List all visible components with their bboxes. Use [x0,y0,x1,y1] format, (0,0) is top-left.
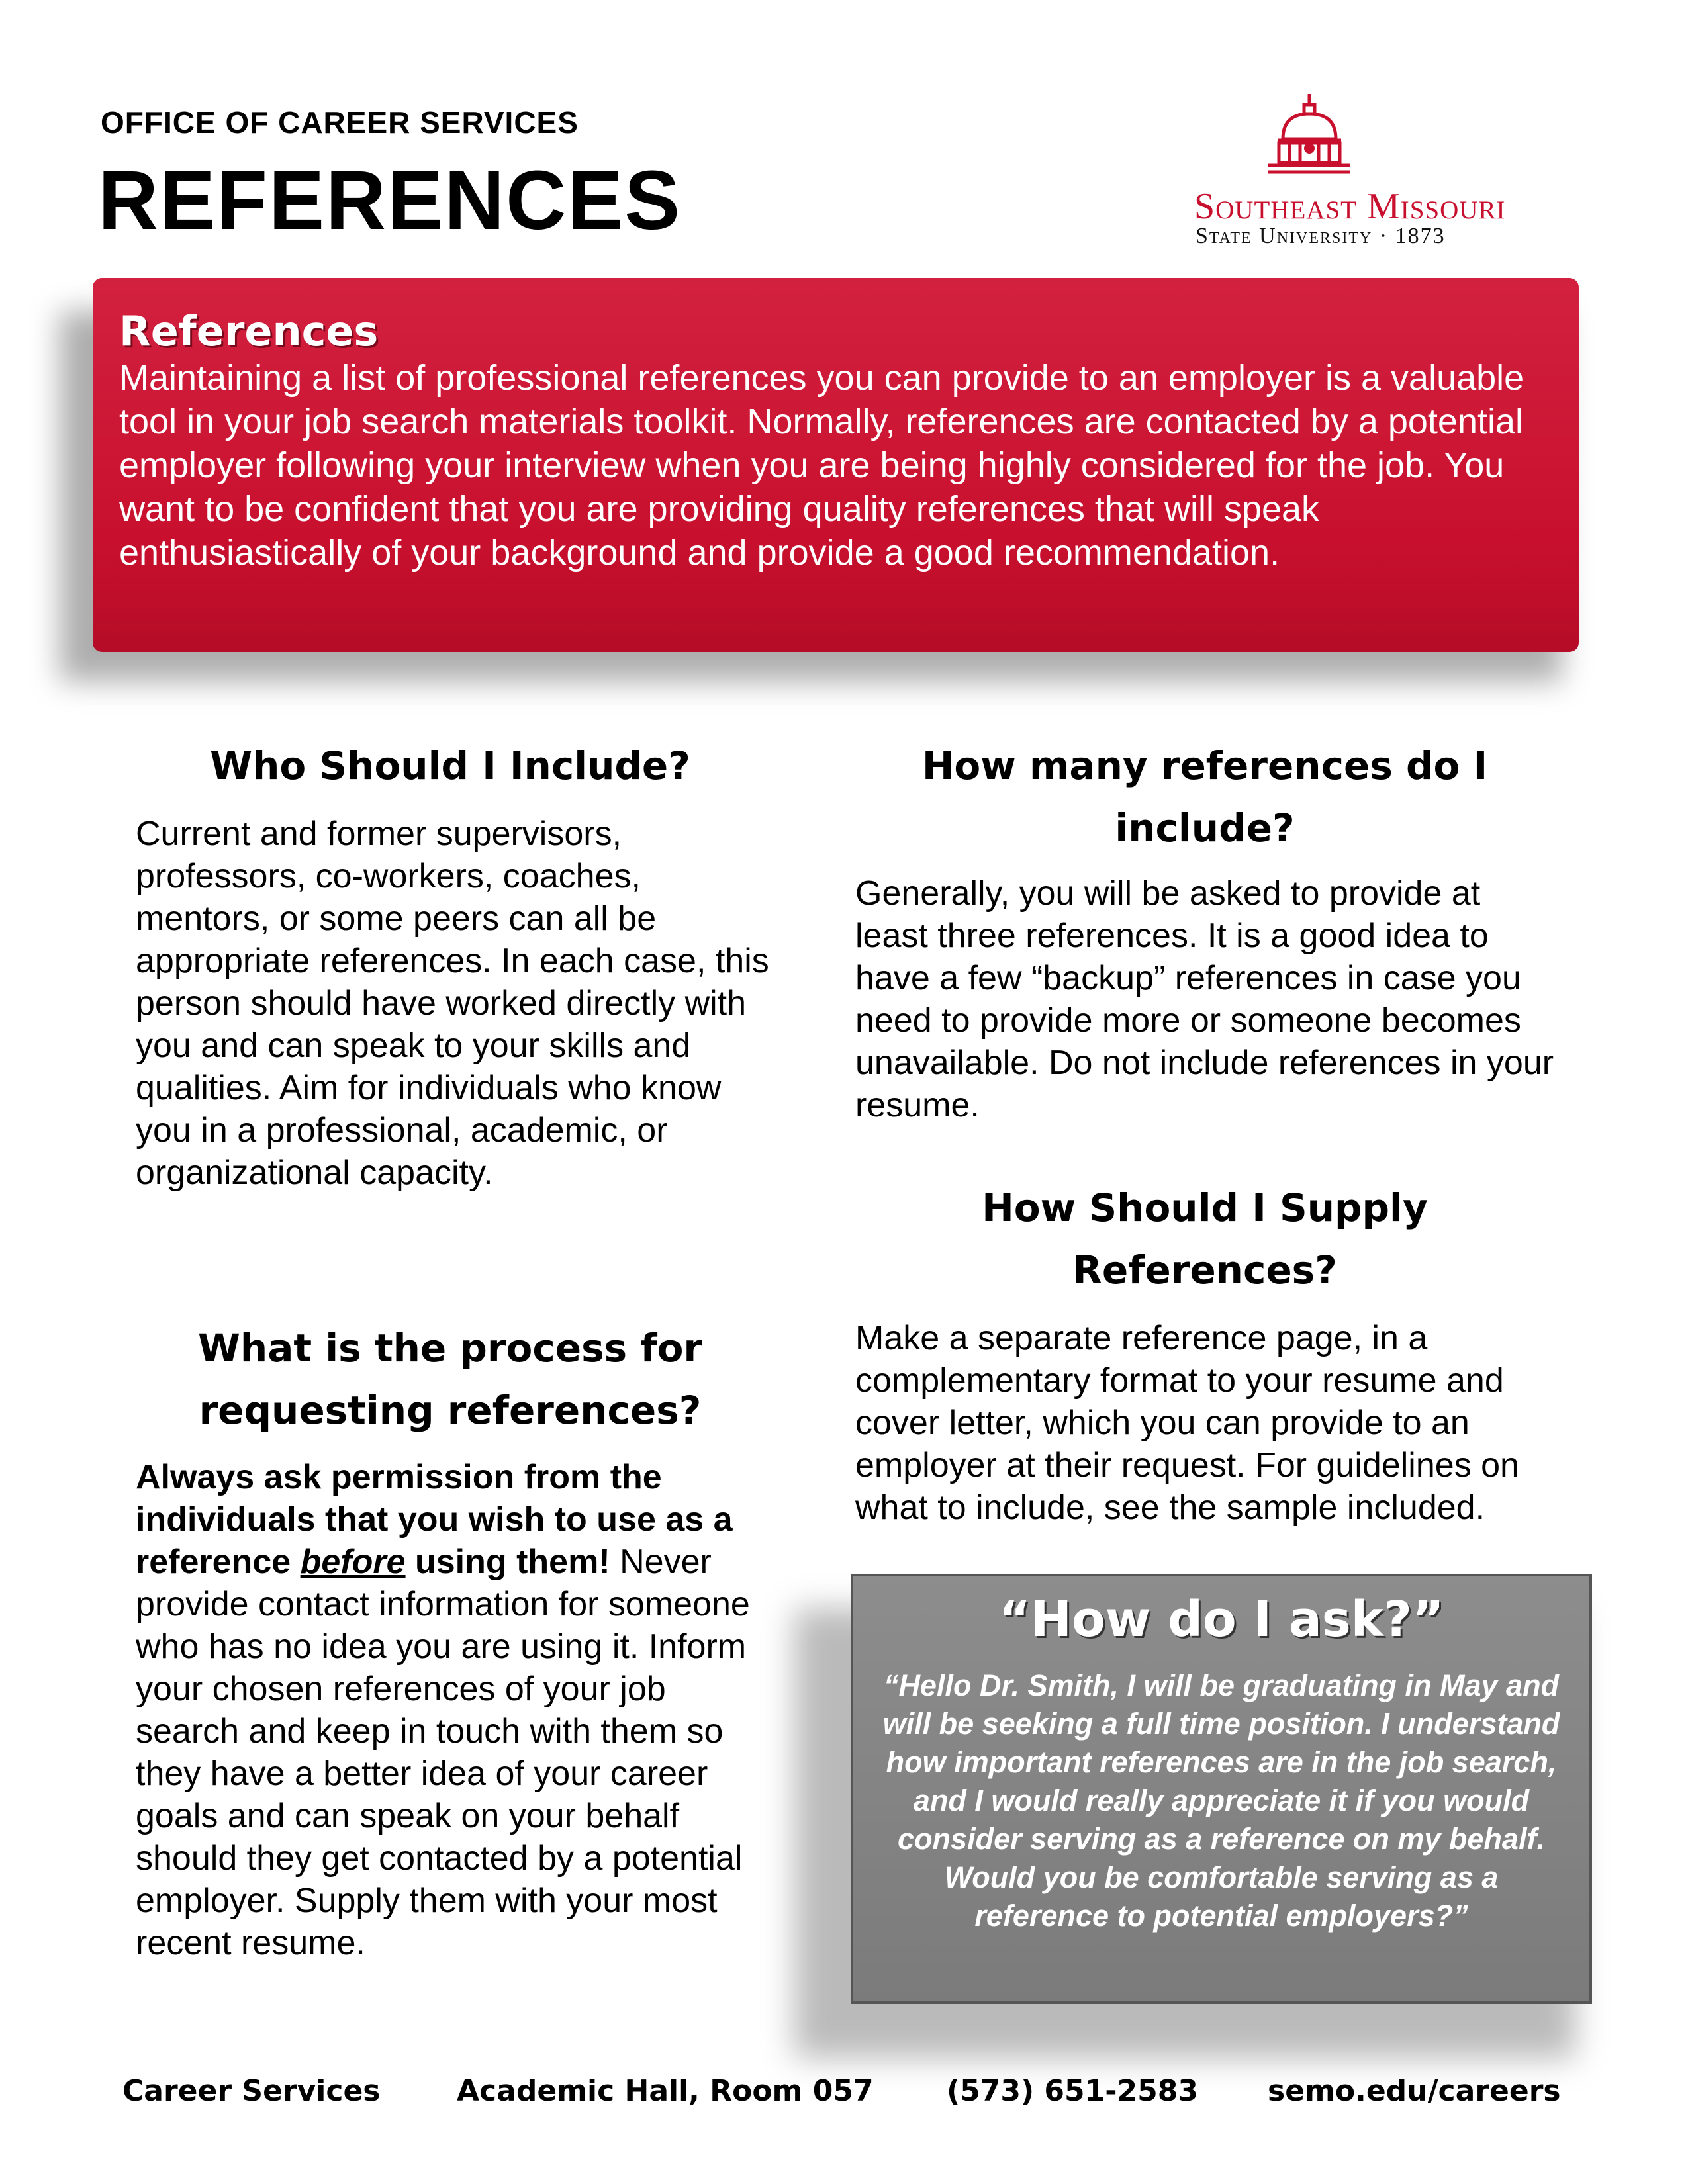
process-body [136,1456,771,1964]
university-name: Southeast Missouri [1194,186,1506,227]
page-title: REFERENCES [98,154,682,247]
university-dome-icon [1263,91,1356,181]
university-logo [1192,91,1589,250]
footer-office: Career Services [122,2074,381,2108]
footer-phone: (573) 651-2583 [947,2074,1198,2108]
office-label: OFFICE OF CAREER SERVICES [101,105,579,140]
supply-heading: How Should I Supply References? [982,1185,1428,1293]
intro-text: Maintaining a list of professional references you can provide to an employer is a valuable tool in your job search materials toolkit. Normally, references are contacted by a potential employer following your interview when you are being highly considered for the job. You want to be confident that you are providing quality references that will speak enthusiastically of your background and provide a good recommendation. [119,358,1524,572]
ask-callout [851,1574,1592,2004]
ask-heading: “How do I ask?” [998,1591,1444,1648]
ask-quote: “Hello Dr. Smith, I will be graduating in May and will be seeking a full time position. I understand how important references are in the job search, and I would really appreciate it if you would consider serving as a reference on my behalf. Would you be comfortable serving as a reference to potential employers?” [882,1668,1560,1933]
process-warning-emphasis: before [300,1543,406,1581]
how-many-heading: How many references do I include? [921,743,1488,850]
how-many-text: Generally, you will be asked to provide at least three references. It is a good idea to have a few “backup” references in case you need to provide more or someone becomes unavailable. Do not include references in your resume. [855,874,1554,1124]
university-subtitle: State University · 1873 [1196,224,1446,248]
intro-heading: References [119,307,379,355]
process-warning-end: using them! [405,1543,610,1581]
supply-text: Make a separate reference page, in a complementary format to your resume and cover letter, which you can provide to an employer at their request. For guidelines on what to include, see the sample included. [855,1319,1519,1527]
who-heading: Who Should I Include? [210,743,690,788]
footer-website[interactable]: semo.edu/careers [1268,2074,1561,2108]
footer-location: Academic Hall, Room 057 [457,2074,874,2108]
process-warning-start: Always ask permission from the individuals that you wish to use as a reference [136,1458,733,1581]
process-heading: What is the process for requesting references? [197,1326,703,1433]
who-text: Current and former supervisors, professors, co-workers, coaches, mentors, or some peers can all be appropriate references. In each case, this person should have worked directly with you and can speak to your skills and qualities. Aim for individuals who know you in a professional, academic, or organizational capacity. [136,815,769,1192]
process-text: Never provide contact information for someone who has no idea you are using it. Inform your chosen references of your job search and keep in touch with them so they have a better idea of your career goals and can speak on your behalf should they get contacted by a potential employer. Supply them with your most recent resume. [136,1543,750,1962]
intro-box [93,278,1579,652]
